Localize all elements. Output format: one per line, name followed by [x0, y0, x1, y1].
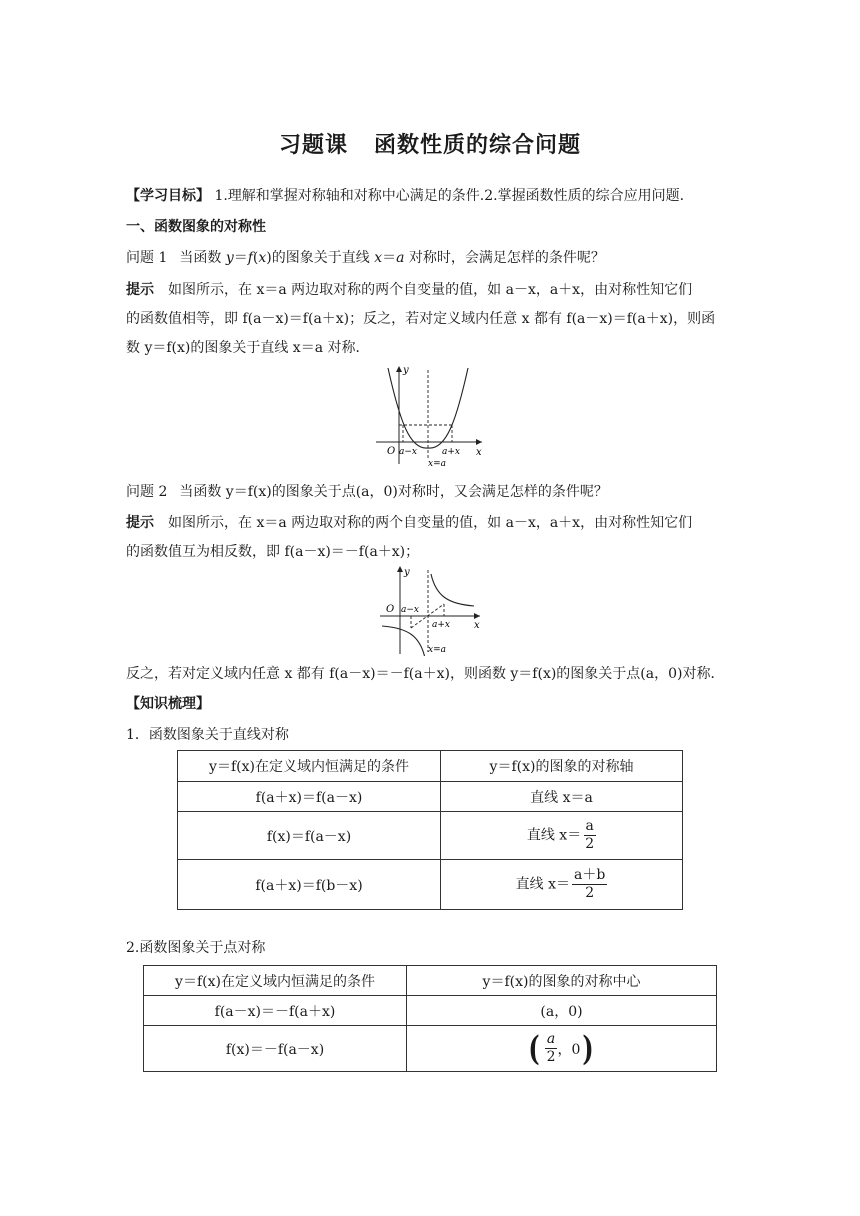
q1-text: )的图象关于直线 [266, 250, 375, 266]
table2-cell-center: (a，0) [407, 996, 717, 1026]
knowledge-heading: 【知识梳理】 [126, 696, 210, 712]
table-row [144, 1026, 717, 1072]
fraction-numerator: a＋b [574, 867, 606, 883]
table-axis-symmetry [177, 750, 683, 910]
q1-var: a [396, 250, 405, 266]
question-2 [126, 482, 608, 502]
fraction [545, 1031, 558, 1066]
q1-text: 当函数 [179, 250, 226, 266]
hint-1-line-2: 的函数值相等，即 f(a－x)＝f(a＋x)；反之，若对定义域内任意 x 都有 f(a－x)＝f(a＋x)，则函 [126, 311, 716, 327]
hint-1-line-1 [126, 280, 692, 300]
table2-cell-condition: f(a－x)＝－f(a＋x) [144, 996, 407, 1026]
question-2-label: 问题 2 [126, 484, 168, 500]
table1-axis-text: 直线 x＝ [515, 876, 571, 893]
fig2-upper-branch [431, 574, 474, 606]
table1-axis-text: 直线 x＝a [530, 789, 593, 806]
fig1-x-arrow [476, 439, 482, 445]
hint-2-label: 提示 [126, 515, 154, 531]
fig2-right-label: a+x [432, 620, 450, 630]
q1-var: f [247, 250, 253, 266]
fig1-axis-label: x=a [428, 459, 446, 469]
fig2-y-arrow [397, 566, 403, 572]
table2-cell-center [407, 1026, 717, 1072]
figure-axis-symmetry [370, 362, 490, 470]
title-part-1: 习题课 [278, 133, 348, 158]
q1-text: ( [252, 250, 259, 266]
table1-cell-condition: f(a＋x)＝f(b－x) [178, 860, 441, 910]
hint-2-line-2: 的函数值互为相反数，即 f(a－x)＝－f(a＋x)； [126, 544, 420, 560]
figure-point-symmetry [376, 564, 486, 656]
table2-header-condition: y＝f(x)在定义域内恒满足的条件 [144, 966, 407, 996]
table-row [178, 860, 683, 910]
fig1-y-label: y [403, 365, 409, 376]
table1-cell-axis [441, 782, 683, 812]
hint-1-text-1: 如图所示，在 x＝a 两边取对称的两个自变量的值，如 a－x，a＋x，由对称性知它们 [168, 282, 693, 298]
table2-cell-condition: f(x)＝－f(a－x) [144, 1026, 407, 1072]
q1-var: x [374, 250, 383, 266]
fraction [583, 818, 596, 853]
q1-var: x [258, 250, 267, 266]
table1-axis-text: 直线 x＝ [526, 827, 582, 844]
fig2-origin-label: O [386, 604, 395, 615]
page-title [0, 128, 860, 159]
fig2-axis-label: x=a [428, 645, 446, 655]
table1-cell-axis [441, 860, 683, 910]
right-paren: ) [582, 1028, 595, 1069]
fig2-y-label: y [404, 567, 410, 578]
q1-text: ＝ [233, 250, 248, 266]
hint-2-line-1 [126, 513, 692, 533]
question-2-text: 当函数 y＝f(x)的图象关于点(a，0)对称时，又会满足怎样的条件呢？ [179, 484, 608, 500]
table-row [144, 996, 717, 1026]
fig1-origin-label: O [387, 446, 396, 457]
table1-cell-condition: f(a＋x)＝f(a－x) [178, 782, 441, 812]
hint-2-text-1: 如图所示，在 x＝a 两边取对称的两个自变量的值，如 a－x，a＋x，由对称性知它们 [168, 515, 693, 531]
learning-objectives [126, 186, 684, 206]
table-row [178, 812, 683, 860]
part-2-heading: 2.函数图象关于点对称 [126, 940, 266, 956]
q1-var: y [225, 250, 234, 266]
fraction-numerator: a [546, 1031, 556, 1047]
table-row [178, 782, 683, 812]
question-1-label: 问题 1 [126, 250, 168, 266]
part-1-heading: 1．函数图象关于直线对称 [126, 727, 289, 743]
hint-1-label: 提示 [126, 282, 154, 298]
objectives-label: 【学习目标】 [126, 188, 210, 204]
fig1-y-arrow [396, 366, 402, 372]
fig1-left-label: a−x [399, 447, 417, 457]
center-point [526, 1028, 596, 1069]
table1-header-axis: y＝f(x)的图象的对称轴 [441, 751, 683, 782]
fraction-numerator: a [585, 818, 594, 834]
question-1 [126, 248, 605, 268]
fig1-right-label: a+x [442, 447, 460, 457]
left-paren: ( [528, 1028, 541, 1069]
table1-header-condition: y＝f(x)在定义域内恒满足的条件 [178, 751, 441, 782]
objectives-text: 1.理解和掌握对称轴和对称中心满足的条件.2.掌握函数性质的综合应用问题. [214, 188, 685, 204]
conclusion-2: 反之，若对定义域内任意 x 都有 f(a－x)＝－f(a＋x)，则函数 y＝f(x)的图象关于点(a，0)对称． [126, 666, 725, 682]
fig2-lower-branch [382, 626, 425, 656]
fig2-x-label: x [474, 620, 480, 631]
fraction [572, 867, 607, 902]
table-point-symmetry [143, 965, 717, 1072]
fraction-denominator: 2 [585, 885, 595, 901]
fig1-x-label: x [476, 447, 482, 458]
q1-text: ＝ [382, 250, 397, 266]
table1-cell-axis [441, 812, 683, 860]
fraction-denominator: 2 [546, 1049, 556, 1065]
fig2-x-arrow [474, 613, 480, 619]
fig2-left-label: a−x [401, 605, 419, 615]
title-part-2: 函数性质的综合问题 [374, 133, 582, 158]
fraction-denominator: 2 [585, 836, 595, 852]
table1-cell-condition: f(x)＝f(a－x) [178, 812, 441, 860]
q1-text: 对称时，会满足怎样的条件呢？ [404, 250, 605, 266]
table2-header-center: y＝f(x)的图象的对称中心 [407, 966, 717, 996]
hint-1-line-3: 数 y＝f(x)的图象关于直线 x＝a 对称． [126, 340, 370, 356]
center-tail: ，0 [557, 1041, 581, 1058]
section-heading-symmetry: 一、函数图象的对称性 [126, 219, 266, 235]
